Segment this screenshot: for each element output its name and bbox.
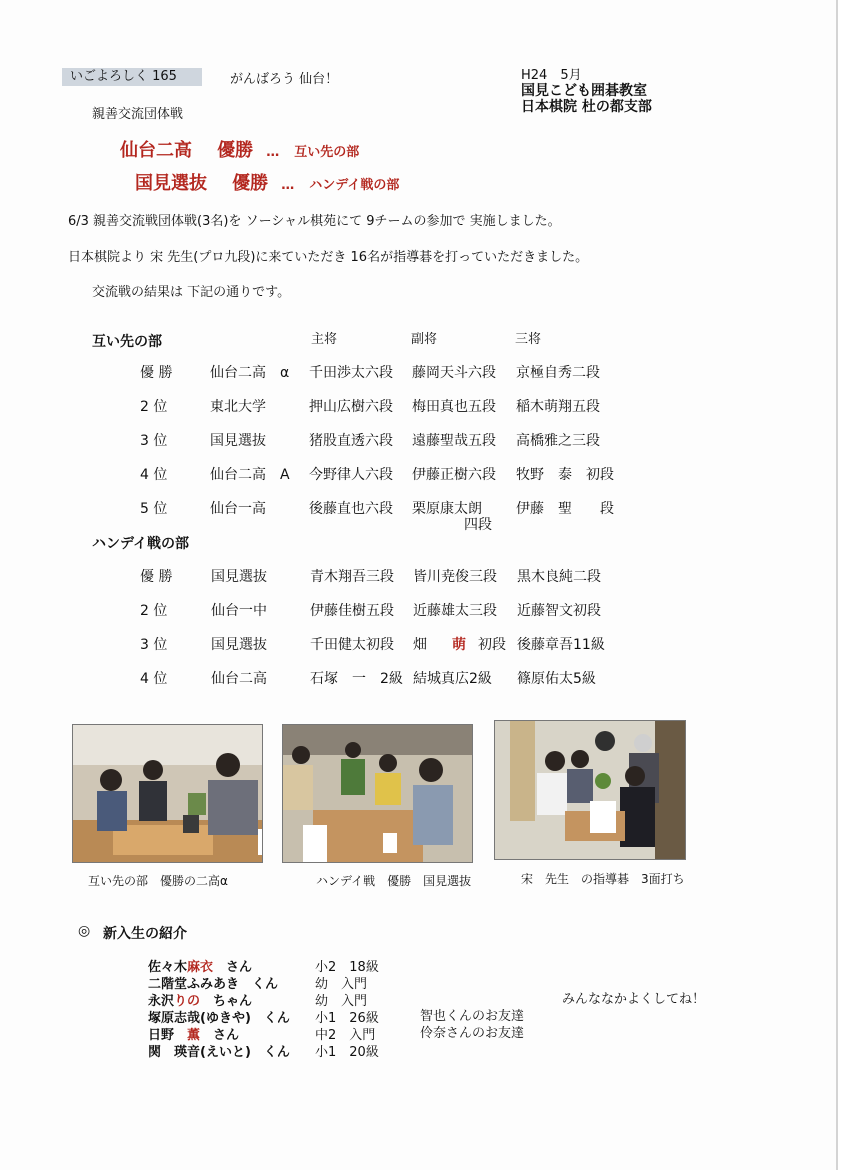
result-row	[0, 464, 836, 486]
player-1: 石塚 一 2級	[310, 671, 403, 687]
team: 国見選抜	[211, 637, 267, 653]
winner-division: ハンデイ戦の部	[309, 178, 400, 193]
player-2: 藤岡天斗六段	[412, 365, 496, 381]
place: 4 位	[140, 671, 168, 687]
player-3: 伊藤 聖 段	[516, 501, 614, 517]
result-row	[0, 634, 836, 656]
team: 仙台二高	[211, 671, 267, 687]
newcomer-grade: 幼 入門	[315, 994, 368, 1009]
newcomer-name: 永沢りの ちゃん	[148, 994, 253, 1009]
winner-team: 国見選抜	[135, 173, 207, 194]
team: 東北大学	[210, 399, 266, 415]
player-2: 皆川尭俊三段	[413, 569, 497, 585]
newcomer-remark: 伶奈さんのお友達	[420, 1026, 525, 1041]
newcomer-name: 二階堂ふみあき くん	[148, 977, 279, 992]
newcomer-name: 佐々木麻衣 さん	[148, 960, 253, 975]
winner-division: 互い先の部	[294, 145, 360, 160]
newcomers-note: みんななかよくしてね！	[562, 992, 706, 1007]
photo-teaching-game	[494, 720, 686, 860]
winner-line-2	[135, 169, 399, 195]
newcomer-grade: 小1 20級	[315, 1045, 379, 1060]
player-3: 牧野 泰 初段	[516, 467, 614, 483]
player-2: 結城真広2級	[413, 671, 492, 687]
photo-caption-1: 互い先の部 優勝の二高α	[88, 874, 228, 888]
player-1: 押山広樹六段	[309, 399, 393, 415]
newcomer-remark: 智也くんのお友達	[420, 1009, 525, 1024]
photo-caption-3: 宋 先生 の指導碁 3面打ち	[521, 872, 685, 886]
photo-team-winner	[72, 724, 263, 863]
player-3: 黒木良純二段	[517, 569, 601, 585]
winner-result: 優勝	[217, 140, 254, 161]
org-name-2: 日本棋院 杜の都支部	[521, 99, 652, 115]
col-header-vice: 副将	[411, 332, 438, 347]
result-row	[0, 600, 836, 622]
place: 5 位	[140, 501, 168, 517]
player-2: 梅田真也五段	[412, 399, 496, 415]
winner-result: 優勝	[232, 173, 269, 194]
issue-tag: いごよろしく 165	[62, 68, 202, 86]
newcomer-name: 日野 薫 さん	[148, 1028, 240, 1043]
issue-date: H24 5月	[521, 68, 582, 83]
result-row	[0, 566, 836, 588]
player-2: 遠藤聖哉五段	[412, 433, 496, 449]
body-line-1: 6/3 親善交流戦団体戦(3名)を ソーシャル棋苑にて 9チームの参加で 実施しました。	[68, 214, 561, 229]
player-2: 近藤雄太三段	[413, 603, 497, 619]
result-row	[0, 498, 836, 533]
section1-title: 互い先の部	[92, 334, 162, 350]
newcomer-name: 関 瑛音(えいと) くん	[148, 1045, 290, 1060]
body-line-2: 日本棋院より 宋 先生(プロ九段)に来ていただき 16名が指導碁を打っていただきました。	[68, 250, 589, 265]
event-title: 親善交流団体戦	[92, 107, 184, 122]
photo-caption-2: ハンデイ戦 優勝 国見選抜	[316, 874, 472, 888]
player-1: 伊藤佳樹五段	[310, 603, 394, 619]
player-3: 篠原佑太5級	[517, 671, 596, 687]
col-header-third: 三将	[515, 332, 542, 347]
newcomer-grade: 中2 入門	[315, 1028, 376, 1043]
team: 仙台二高 A	[210, 467, 290, 483]
player-1: 後藤直也六段	[309, 501, 393, 517]
winner-line-1	[120, 136, 359, 162]
player-1: 猪股直透六段	[309, 433, 393, 449]
player-2-rank: 四段	[464, 517, 492, 533]
player-3: 後藤章吾11級	[517, 637, 605, 653]
player-2-given-name: 萌	[452, 637, 466, 653]
team: 仙台二高 α	[210, 365, 290, 381]
photo-handicap-winner	[282, 724, 473, 863]
place: 優 勝	[140, 569, 173, 585]
place: 優 勝	[140, 365, 173, 381]
slogan: がんばろう 仙台！	[230, 72, 339, 87]
result-row	[0, 668, 836, 690]
result-row	[0, 396, 836, 418]
player-2: 伊藤正樹六段	[412, 467, 496, 483]
team: 国見選抜	[210, 433, 266, 449]
result-row	[0, 362, 836, 384]
org-name-1: 国見こども囲碁教室	[521, 83, 647, 99]
player-2: 栗原康太朗	[412, 501, 482, 517]
player-3: 京極自秀二段	[516, 365, 600, 381]
result-row	[0, 430, 836, 452]
player-3: 近藤智文初段	[517, 603, 601, 619]
player-1: 青木翔吾三段	[310, 569, 394, 585]
team: 国見選抜	[211, 569, 267, 585]
winner-dots: …	[266, 145, 280, 160]
newcomer-name: 塚原志哉(ゆきや) くん	[148, 1011, 290, 1026]
body-line-3: 交流戦の結果は 下記の通りです。	[92, 285, 291, 300]
team: 仙台一中	[211, 603, 267, 619]
newcomers-title: 新入生の紹介	[103, 926, 187, 942]
place: 2 位	[140, 399, 168, 415]
place: 3 位	[140, 637, 168, 653]
player-2-rank: 初段	[478, 637, 506, 653]
player-3: 高橋雅之三段	[516, 433, 600, 449]
newcomer-grade: 小2 18級	[315, 960, 379, 975]
winner-dots: …	[281, 178, 295, 193]
newcomers-bullet: ◎	[78, 923, 91, 939]
place: 2 位	[140, 603, 168, 619]
player-1: 今野律人六段	[309, 467, 393, 483]
newcomer-grade: 小1 26級	[315, 1011, 379, 1026]
section2-title: ハンデイ戦の部	[92, 536, 190, 552]
col-header-captain: 主将	[311, 332, 338, 347]
player-1: 千田健太初段	[310, 637, 394, 653]
team: 仙台一高	[210, 501, 266, 517]
place: 3 位	[140, 433, 168, 449]
winner-team: 仙台二高	[120, 140, 192, 161]
newcomer-grade: 幼 入門	[315, 977, 368, 992]
place: 4 位	[140, 467, 168, 483]
player-1: 千田渉太六段	[309, 365, 393, 381]
player-2-surname: 畑	[413, 637, 427, 653]
player-3: 稲木萌翔五段	[516, 399, 600, 415]
